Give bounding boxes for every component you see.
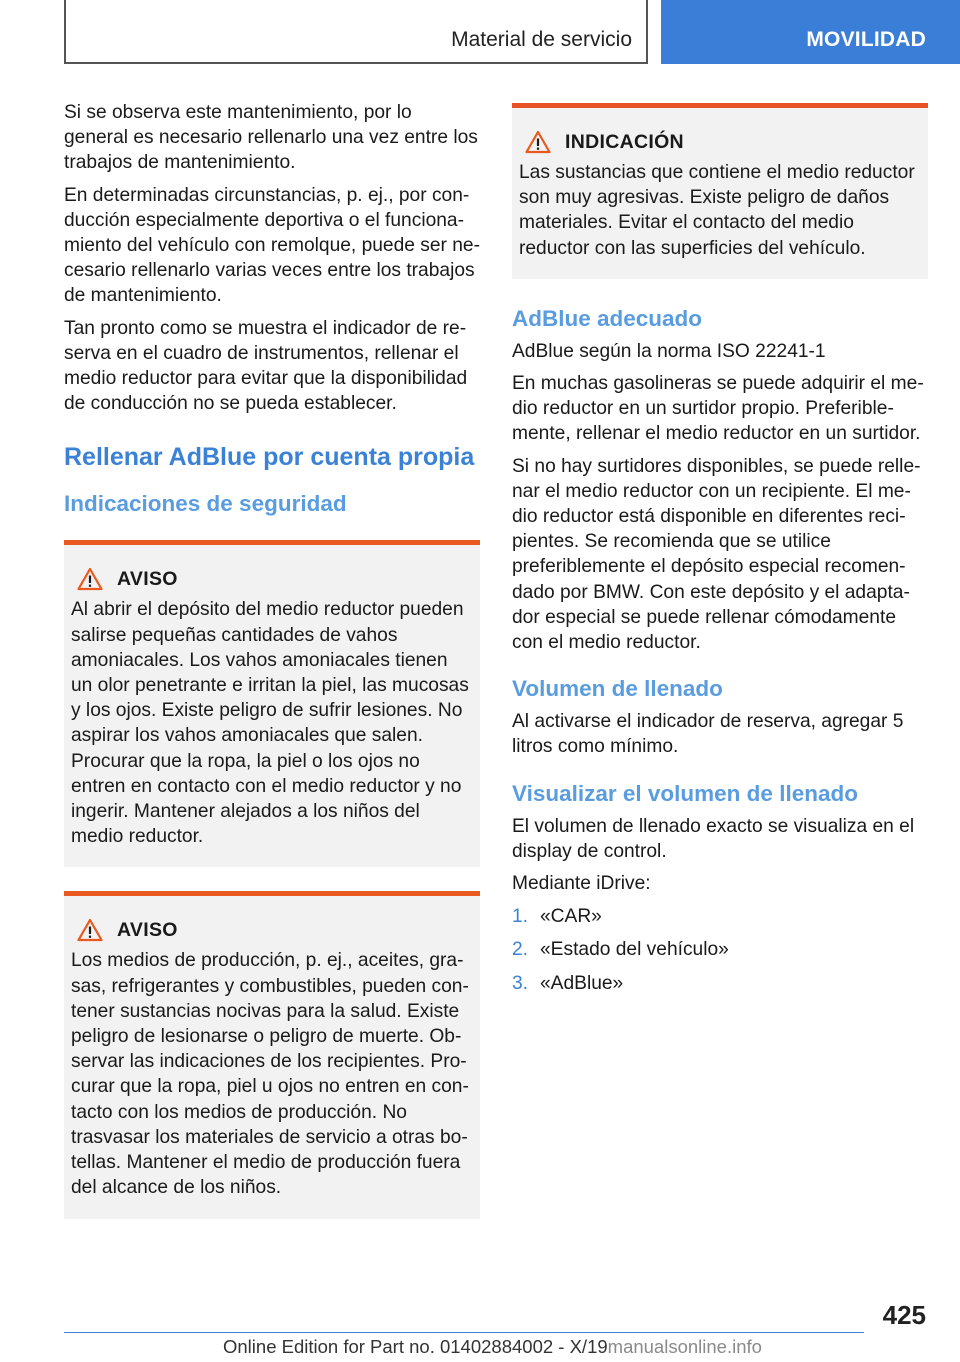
step-text: «CAR» — [540, 906, 602, 928]
page-number: 425 — [882, 1300, 926, 1330]
warning-title: AVISO — [117, 918, 178, 941]
paragraph: En determinadas circunstancias, p. ej., por conducción especialmente deportiva o el funcionamiento del vehículo con remolque, puede ser necesario rellenarlo varias veces entre los trabajos de mantenimiento. — [64, 184, 480, 307]
warning-title: AVISO — [117, 567, 178, 590]
paragraph: El volumen de llenado exacto se visualiza en el display de control. — [512, 815, 915, 862]
list-item — [512, 904, 928, 929]
footer-divider — [64, 1332, 864, 1333]
paragraph: Mediante iDrive: — [512, 873, 651, 895]
warning-text: Al abrir el depósito del medio reductor pueden salirse pequeñas cantidades de vahos amoniacales. Los vahos amoniacales tienen un olor penetrante e irritan la piel, las mucosas y los ojos. Existe peligro de sufrir lesiones. No aspirar los vahos amoniacales que salen. Procurar que la ropa, la piel o los ojos no entren en contacto con el medio reductor y no ingerir. Mantener alejados a los niños del medio reductor. — [71, 599, 469, 848]
header-chapter-label: MOVILIDAD — [806, 28, 926, 51]
warning-triangle-icon — [77, 918, 103, 942]
paragraph: Al activarse el indicador de reserva, agregar 5 litros como mínimo. — [512, 711, 904, 758]
left-column — [64, 100, 480, 1231]
warning-text: Los medios de producción, p. ej., aceites, grasas, refrigerantes y combustibles, pueden contener sustancias nocivas para la salud. Existe peligro de lesionarse o peligro de muerte. Observar las indicaciones de los recipientes. Procurar que la ropa, piel u ojos no entren en contacto con los medios de producción. No trasvasar los materiales de servicio a otras botellas. Mantener el medio de producción fuera del alcance de los niños. — [71, 950, 469, 1199]
footer-edition-text: Online Edition for Part no. 01402884002 - X/19 — [223, 1336, 608, 1357]
subsection-heading: AdBlue adecuado — [512, 305, 703, 331]
right-column — [512, 100, 928, 1004]
footer-watermark: manualsonline.info — [607, 1336, 762, 1357]
list-item — [512, 937, 928, 962]
paragraph: Tan pronto como se muestra el indicador de reserva en el cuadro de instrumentos, rellenar el medio reductor para evitar que la disponibilidad de conducción no se pueda establecer. — [64, 317, 468, 415]
step-number: 2. — [512, 939, 529, 961]
warning-triangle-icon — [77, 567, 103, 591]
footer-edition — [223, 1336, 762, 1358]
paragraph: Si se observa este mantenimiento, por lo general es necesario rellenarlo una vez entre los trabajos de mantenimiento. — [64, 102, 478, 174]
subsection-heading: Indicaciones de seguridad — [64, 491, 347, 517]
step-text: «AdBlue» — [540, 972, 624, 994]
steps-list — [512, 904, 928, 996]
header-chapter-tab — [661, 0, 960, 64]
subsection-heading: Visualizar el volumen de llenado — [512, 780, 858, 806]
step-number: 1. — [512, 906, 529, 928]
notice-title: INDICACIÓN — [565, 130, 684, 153]
header-section-tab — [64, 0, 648, 64]
paragraph: Si no hay surtidores disponibles, se puede rellenar el medio reductor con un recipiente. El medio reductor está disponible en diferentes recipientes. Se recomienda que se utilice preferiblemente el depósito especial recomendado por BMW. Con este depósito y el adaptador especial se puede rellenar cómodamente con el medio reductor. — [512, 455, 921, 654]
warning-box — [64, 540, 480, 867]
step-number: 3. — [512, 972, 529, 994]
notice-text: Las sustancias que contiene el medio reductor son muy agresivas. Existe peligro de daños materiales. Evitar el contacto del medio reductor con las superficies del vehículo. — [519, 162, 915, 259]
header-section-label: Material de servicio — [451, 28, 632, 51]
warning-box — [64, 891, 480, 1218]
step-text: «Estado del vehículo» — [540, 939, 729, 961]
warning-triangle-icon — [525, 130, 551, 154]
notice-box — [512, 103, 928, 279]
list-item — [512, 971, 928, 996]
subsection-heading: Volumen de llenado — [512, 676, 723, 702]
paragraph: AdBlue según la norma ISO 22241-1 — [512, 340, 826, 362]
section-heading: Rellenar AdBlue por cuenta propia — [64, 443, 475, 472]
paragraph: En muchas gasolineras se puede adquirir el medio reductor en un surtidor propio. Preferiblemente, rellenar el medio reductor en un surtidor. — [512, 373, 924, 445]
